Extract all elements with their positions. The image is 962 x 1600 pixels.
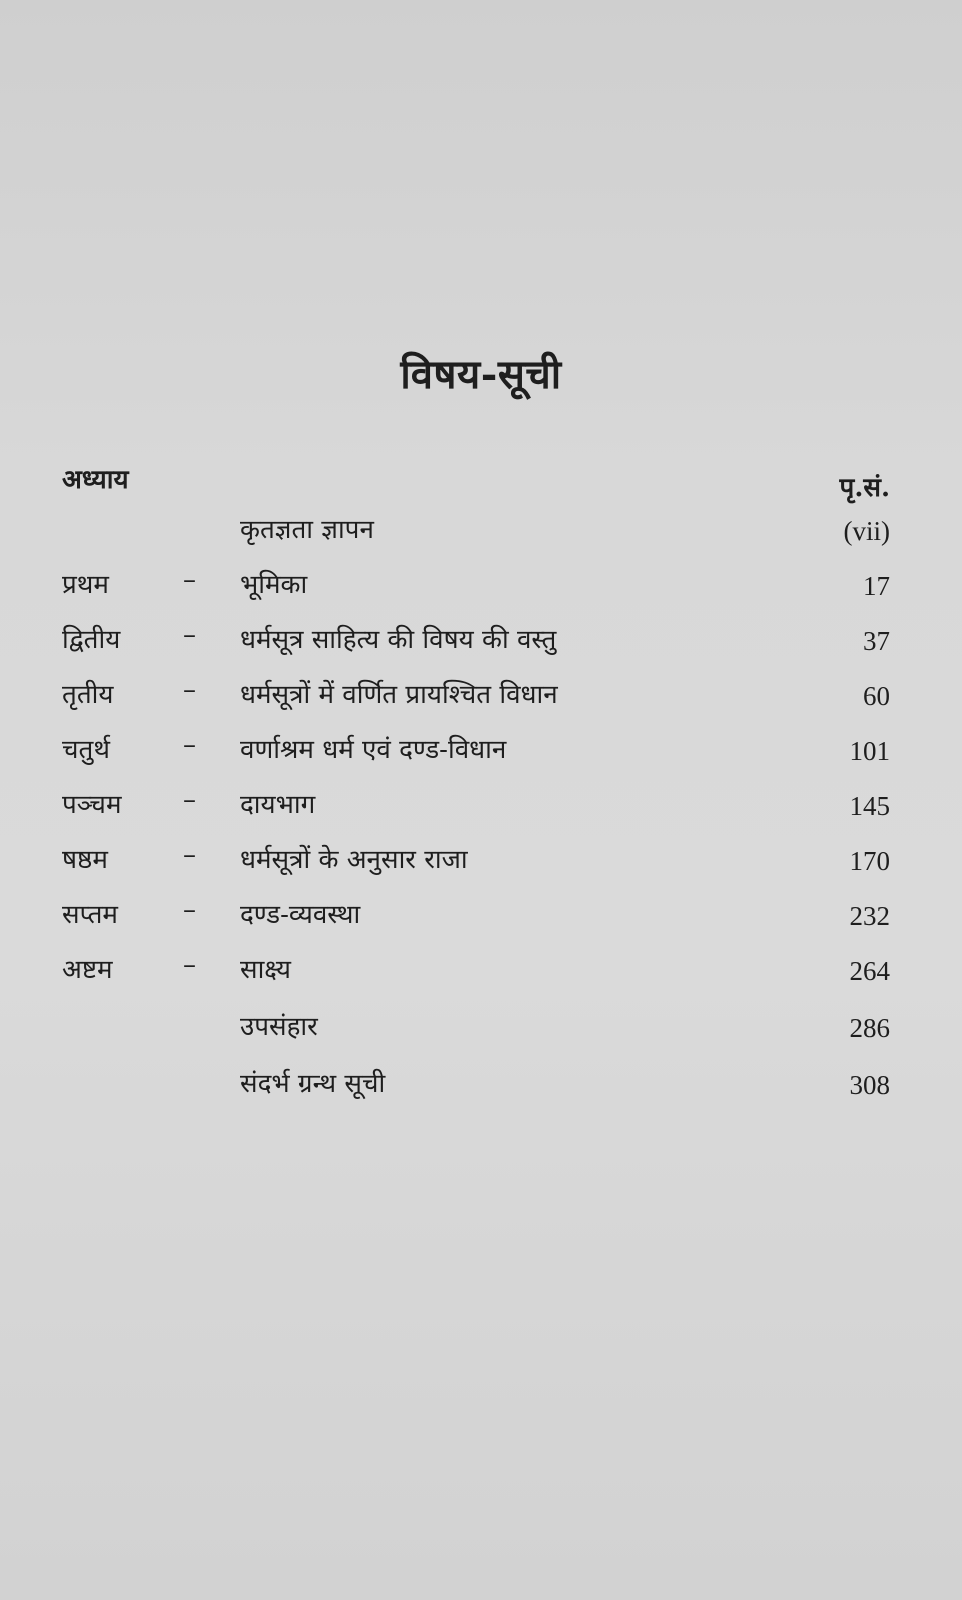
contents-row-4: [0, 730, 962, 770]
page-number: 232: [849, 901, 890, 931]
row-dash: –: [183, 730, 196, 760]
page-number: 264: [849, 956, 890, 986]
contents-row-conclusion: [0, 1007, 962, 1047]
contents-row-3: [0, 675, 962, 715]
page-number: 145: [849, 791, 890, 821]
chapter-topic: दायभाग: [240, 790, 316, 820]
chapter-number: चतुर्थ: [62, 735, 110, 765]
chapter-topic: भूमिका: [240, 570, 308, 600]
row-dash: –: [183, 950, 196, 980]
row-dash: –: [183, 565, 196, 595]
chapter-column-header: अध्याय: [62, 465, 129, 495]
row-dash: –: [183, 620, 196, 650]
chapter-topic: धर्मसूत्रों में वर्णित प्रायश्चित विधान: [240, 680, 558, 710]
chapter-topic: धर्मसूत्रों के अनुसार राजा: [240, 845, 468, 875]
contents-row-acknowledgement: [0, 510, 962, 550]
chapter-number: सप्तम: [62, 900, 118, 930]
chapter-number: प्रथम: [62, 570, 109, 600]
row-dash: –: [183, 840, 196, 870]
page-number: 286: [849, 1013, 890, 1043]
chapter-topic: दण्ड-व्यवस्था: [240, 900, 361, 930]
contents-row-bibliography: [0, 1064, 962, 1104]
page-number: 37: [863, 626, 890, 656]
chapter-number: पञ्चम: [62, 790, 122, 820]
chapter-number: द्वितीय: [62, 625, 121, 655]
chapter-topic: वर्णाश्रम धर्म एवं दण्ड-विधान: [240, 735, 507, 765]
contents-row-8: [0, 950, 962, 990]
page-number: 101: [849, 736, 890, 766]
chapter-topic: कृतज्ञता ज्ञापन: [240, 515, 374, 545]
chapter-number: षष्ठम: [62, 845, 108, 875]
page-column-header: पृ.सं.: [839, 473, 890, 503]
contents-row-7: [0, 895, 962, 935]
row-dash: –: [183, 895, 196, 925]
page-number: 308: [849, 1070, 890, 1100]
contents-row-5: [0, 785, 962, 825]
page-number: (vii): [843, 516, 890, 546]
page-number: 170: [849, 846, 890, 876]
chapter-number: तृतीय: [62, 680, 114, 710]
chapter-topic: उपसंहार: [240, 1012, 318, 1042]
row-dash: –: [183, 675, 196, 705]
page-title: विषय-सूची: [400, 351, 562, 398]
contents-row-2: [0, 620, 962, 660]
page-number: 17: [863, 571, 890, 601]
contents-row-6: [0, 840, 962, 880]
chapter-topic: संदर्भ ग्रन्थ सूची: [240, 1069, 386, 1099]
page-number: 60: [863, 681, 890, 711]
contents-row-1: [0, 565, 962, 605]
chapter-topic: धर्मसूत्र साहित्य की विषय की वस्तु: [240, 625, 557, 655]
chapter-number: अष्टम: [62, 955, 113, 985]
chapter-topic: साक्ष्य: [240, 955, 291, 985]
row-dash: –: [183, 785, 196, 815]
